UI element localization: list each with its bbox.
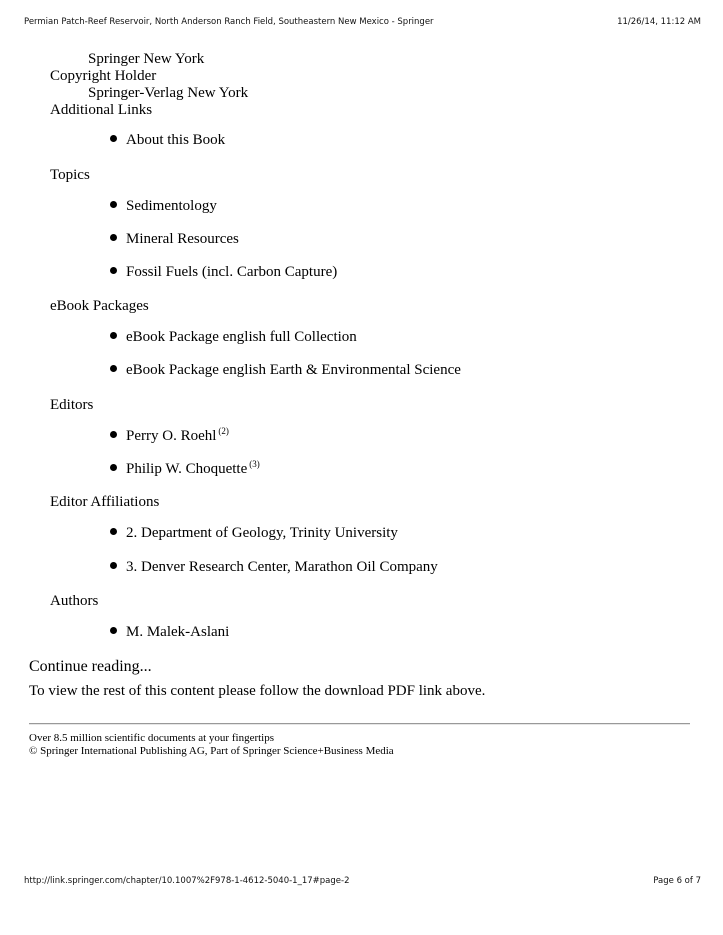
print-header-datetime: 11/26/14, 11:12 AM	[617, 17, 701, 27]
print-header-title: Permian Patch-Reef Reservoir, North Anderson Ranch Field, Southeastern New Mexico - Springer	[24, 17, 434, 27]
print-header	[24, 17, 701, 27]
additional-links-label: Additional Links	[50, 102, 153, 118]
bullet-icon	[110, 464, 117, 471]
bullet-icon	[110, 201, 117, 208]
editor-item[interactable]: Perry O. Roehl $^{(2)}$	[110, 428, 229, 445]
package-item[interactable]: eBook Package english full Collection	[110, 329, 357, 346]
topic-item[interactable]: Sedimentology	[110, 198, 217, 215]
footer-divider	[29, 723, 690, 725]
bullet-icon	[110, 332, 117, 339]
continue-reading-text: To view the rest of this content please follow the download PDF link above.	[29, 683, 486, 699]
copyright-value: Springer-Verlag New York	[88, 85, 249, 101]
editor-affiliations-label: Editor Affiliations	[50, 494, 160, 510]
print-footer-page: Page 6 of 7	[653, 876, 701, 886]
site-footer-copyright: © Springer International Publishing AG, Part of Springer Science+Business Media	[29, 745, 394, 757]
copyright-label: Copyright Holder	[50, 68, 157, 84]
bullet-icon	[110, 234, 117, 241]
print-footer	[24, 876, 701, 886]
bullet-icon	[110, 627, 117, 634]
authors-label: Authors	[50, 593, 99, 609]
editors-label: Editors	[50, 397, 94, 413]
continue-reading-heading: Continue reading...	[29, 658, 152, 675]
author-item[interactable]: M. Malek-Aslani	[110, 624, 229, 641]
link-about-book[interactable]: About this Book	[110, 132, 225, 149]
print-footer-url: http://link.springer.com/chapter/10.1007%2F978-1-4612-5040-1_17#page-2	[24, 876, 350, 886]
package-item[interactable]: eBook Package english Earth & Environmental Science	[110, 362, 461, 379]
affiliation-ref: (3)	[249, 459, 260, 469]
topics-label: Topics	[50, 167, 90, 183]
topic-item[interactable]: Mineral Resources	[110, 231, 239, 248]
publisher-value: Springer New York	[88, 51, 205, 67]
bullet-icon	[110, 431, 117, 438]
affiliation-ref: (2)	[218, 426, 229, 436]
bullet-icon	[110, 135, 117, 142]
topic-item[interactable]: Fossil Fuels (incl. Carbon Capture)	[110, 264, 337, 281]
affiliation-item: 3. Denver Research Center, Marathon Oil Company	[110, 559, 438, 576]
bullet-icon	[110, 365, 117, 372]
site-footer-tagline: Over 8.5 million scientific documents at your fingertips	[29, 732, 275, 744]
bullet-icon	[110, 528, 117, 535]
bullet-icon	[110, 267, 117, 274]
affiliation-item: 2. Department of Geology, Trinity University	[110, 525, 398, 542]
bullet-icon	[110, 562, 117, 569]
ebook-packages-label: eBook Packages	[50, 298, 149, 314]
editor-item[interactable]: Philip W. Choquette $^{(3)}$	[110, 461, 260, 478]
